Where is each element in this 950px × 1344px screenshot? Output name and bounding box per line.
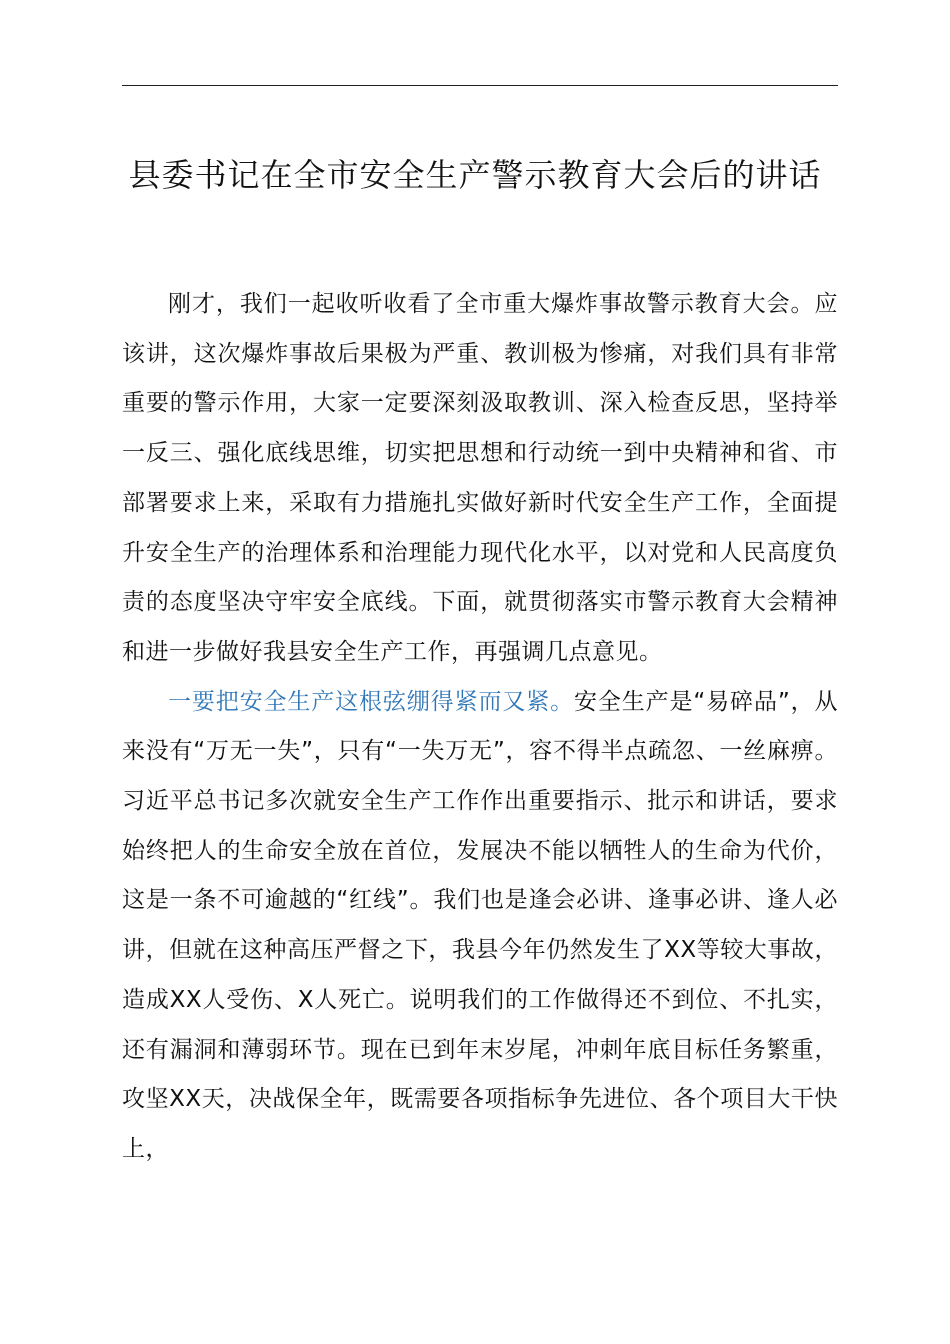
point-one-heading: 一要把安全生产这根弦绷得紧而又紧。 xyxy=(168,688,574,715)
paragraph-point-one xyxy=(122,678,838,1175)
paragraph-intro: 刚才，我们一起收听收看了全市重大爆炸事故警示教育大会。应该讲，这次爆炸事故后果极为严重、教训极为惨痛，对我们具有非常重要的警示作用，大家一定要深刻汲取教训、深入检查反思，坚持举一反三、强化底线思维，切实把思想和行动统一到中央精神和省、市部署要求上来，采取有力措施扎实做好新时代安全生产工作，全面提升安全生产的治理体系和治理能力现代化水平，以对党和人民高度负责的态度坚决守牢安全底线。下面，就贯彻落实市警示教育大会精神和进一步做好我县安全生产工作，再强调几点意见。 xyxy=(122,291,838,665)
point-one-body: 安全生产是“易碎品”，从来没有“万无一失”，只有“一失万无”，容不得半点疏忽、一丝麻痹。习近平总书记多次就安全生产工作作出重要指示、批示和讲话，要求始终把人的生命安全放在首位，发展决不能以牺牲人的生命为代价，这是一条不可逾越的“红线”。我们也是逢会必讲、逢事必讲、逢人必讲，但就在这种高压严督之下，我县今年仍然发生了XX等较大事故，造成XX人受伤、X人死亡。说明我们的工作做得还不到位、不扎实，还有漏洞和薄弱环节。现在已到年末岁尾，冲刺年底目标任务繁重，攻坚XX天，决战保全年，既需要各项指标争先进位、各个项目大干快上， xyxy=(122,688,839,1162)
document-body xyxy=(122,280,838,1175)
document-title: 县委书记在全市安全生产警示教育大会后的讲话 xyxy=(128,156,822,194)
header-rule xyxy=(122,85,838,86)
